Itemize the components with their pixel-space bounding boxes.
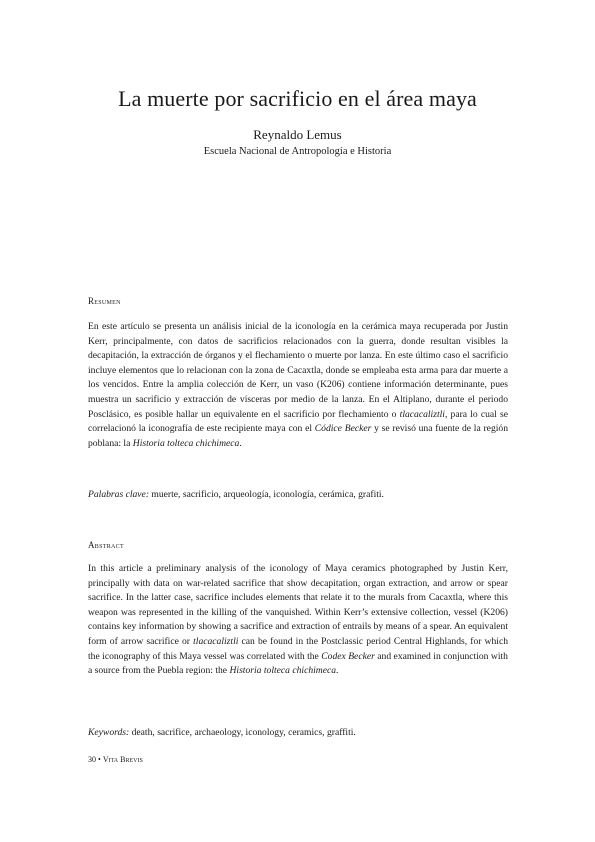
term-historia-tolteca: Historia tolteca chichimeca [132, 437, 240, 449]
term-tlacacaliztli-en: tlacacaliztli [193, 635, 239, 647]
abstract-paragraph: In this article a preliminary analysis of the iconology of Maya ceramics photographed by Justin Kerr, principally with data on war-related sacrifice that show decapitation, organ extraction, and arrow or spear sacrifice. In the latter case, sacrifice includes elements that relate it to the murals from Cacaxtla, where this weapon was represented in the killing of the vanquished. Within Kerr’s extensive collection, vessel (K206) contains key information by showing a sacrifice and extraction of entrails by means of a spear. An equivalent form of arrow sacrifice or tlacacaliztli can be found in the Postclassic period Central Highlands, for which the iconography of this Maya vessel was correlated with the Codex Becker and examined in conjunction with a source from the Puebla region: the Historia tolteca chichimeca. [88, 563, 509, 677]
author-name: Reynaldo Lemus [253, 127, 342, 142]
term-codice-becker: Códice Becker [314, 423, 372, 435]
keywords [88, 726, 508, 741]
palabras-clave [88, 488, 508, 503]
term-historia-tolteca-en: Historia tolteca chichimeca [229, 665, 337, 677]
term-tlacacaliztli: tlacacaliztli [399, 408, 445, 420]
footer-bullet: • [96, 755, 103, 764]
journal-name: Vita Brevis [102, 755, 143, 764]
resumen-heading: Resumen [88, 296, 121, 306]
author-affiliation: Escuela Nacional de Antropología e Historia [203, 146, 392, 157]
palabras-clave-label: Palabras clave: [88, 489, 150, 500]
abstract-heading: Abstract [88, 540, 124, 550]
resumen-paragraph: En este artículo se presenta un análisis inicial de la iconología en la cerámica maya recuperada por Justin Kerr, principalmente, con datos de sacrificios relacionados con la guerra, donde resultan visibles la decapitación, la extracción de órganos y el flechamiento o muerte por lanza. En este último caso el sacrificio incluye elementos que lo relacionan con la zona de Cacaxtla, donde se empleaba esta arma para dar muerte a los vencidos. Entre la amplia colección de Kerr, un vaso (K206) contiene información determinante, pues muestra un sacrificio y extracción de vísceras por medio de la lanza. En el Altiplano, durante el periodo Posclásico, es posible hallar un equivalente en el sacrificio por flechamiento o tlacacaliztli, para lo cual se correlacionó la iconografía de este recipiente maya con el Códice Becker y se revisó una fuente de la región poblana: la Historia tolteca chichimeca. [88, 321, 508, 449]
palabras-clave-text: muerte, sacrificio, arqueología, iconología, cerámica, grafiti. [149, 489, 384, 500]
keywords-label: Keywords: [88, 727, 130, 738]
page-number: 30 [88, 755, 96, 764]
article-title: La muerte por sacrificio en el área maya [118, 86, 477, 111]
term-codex-becker: Codex Becker [321, 650, 375, 662]
keywords-text: death, sacrifice, archaeology, iconology, ceramics, graffiti. [129, 727, 356, 738]
page-footer [88, 755, 143, 764]
